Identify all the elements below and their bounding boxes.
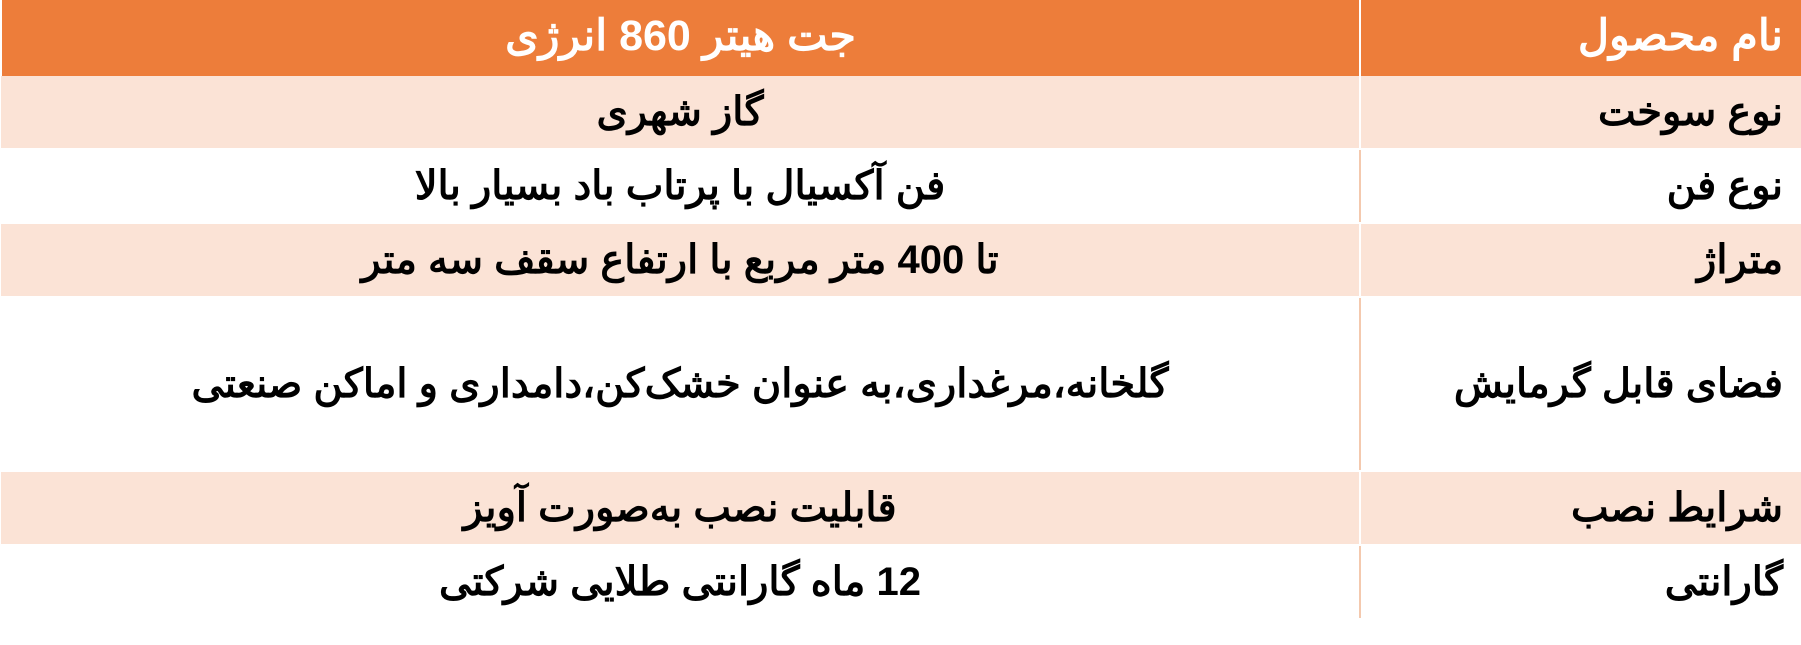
table-body bbox=[1, 0, 1801, 619]
header-value-product-name: جت هیتر 860 انرژی bbox=[1, 0, 1360, 76]
row-value-fan-type: فن آکسیال با پرتاب باد بسیار بالا bbox=[1, 149, 1360, 223]
row-label-warranty: گارانتی bbox=[1360, 545, 1801, 619]
table-header-row bbox=[1, 0, 1801, 76]
row-value-installation: قابلیت نصب به‌صورت آویز bbox=[1, 471, 1360, 545]
row-value-fuel-type: گاز شهری bbox=[1, 76, 1360, 149]
table-row bbox=[1, 297, 1801, 471]
header-label-product-name: نام محصول bbox=[1360, 0, 1801, 76]
row-label-fuel-type: نوع سوخت bbox=[1360, 76, 1801, 149]
table-row bbox=[1, 223, 1801, 297]
row-label-heatable-space: فضای قابل گرمایش bbox=[1360, 297, 1801, 471]
row-value-area: تا 400 متر مربع با ارتفاع سقف سه متر bbox=[1, 223, 1360, 297]
row-label-installation: شرایط نصب bbox=[1360, 471, 1801, 545]
row-value-heatable-space: گلخانه،مرغداری،به عنوان خشک‌کن،دامداری و اماکن صنعتی bbox=[1, 297, 1360, 471]
table-row bbox=[1, 471, 1801, 545]
table-row bbox=[1, 76, 1801, 149]
row-label-fan-type: نوع فن bbox=[1360, 149, 1801, 223]
row-label-area: متراژ bbox=[1360, 223, 1801, 297]
table-row bbox=[1, 545, 1801, 619]
table-row bbox=[1, 149, 1801, 223]
row-value-warranty: 12 ماه گارانتی طلایی شرکتی bbox=[1, 545, 1360, 619]
